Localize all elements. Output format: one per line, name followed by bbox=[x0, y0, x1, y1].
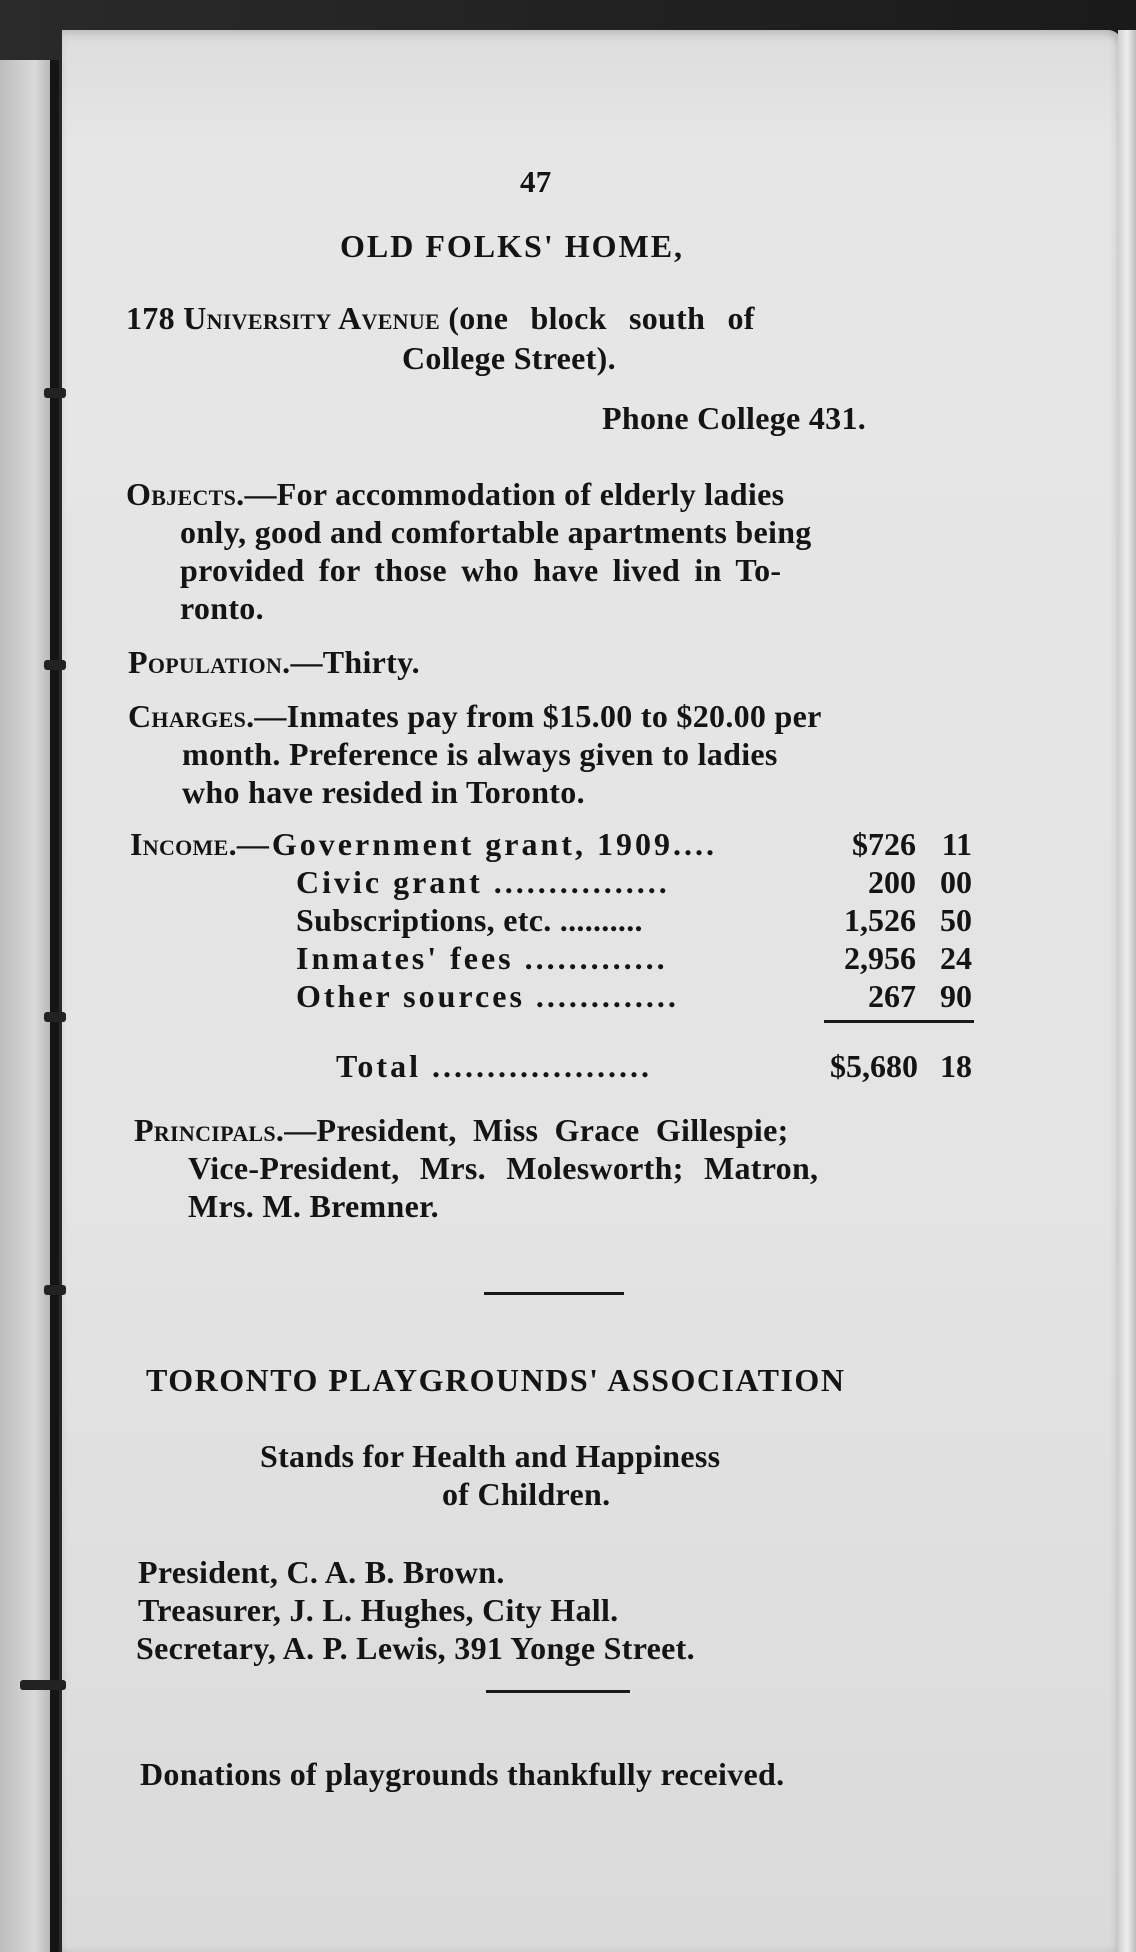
section-title-old-folks-home: OLD FOLKS' HOME, bbox=[340, 228, 685, 264]
address-line bbox=[126, 300, 755, 337]
income-dollars: 2,956 bbox=[844, 940, 916, 976]
charges-label: Charges. bbox=[128, 698, 255, 734]
income-dollars: 200 bbox=[868, 864, 916, 900]
income-cents: 50 bbox=[940, 902, 972, 938]
binding-stitch bbox=[44, 388, 66, 398]
income-cents: 11 bbox=[941, 826, 972, 862]
income-row: Other sources ............. bbox=[296, 978, 679, 1014]
section-divider bbox=[484, 1292, 624, 1295]
objects-line-3: provided for those who have lived in To- bbox=[180, 552, 782, 588]
donations-note: Donations of playgrounds thankfully received. bbox=[140, 1756, 785, 1792]
objects-line-1: Objects.—For accommodation of elderly ladies bbox=[126, 476, 785, 512]
binding-stitch bbox=[44, 660, 66, 670]
income-row: Income.—Government grant, 1909.... bbox=[130, 826, 717, 862]
phone: Phone College 431. bbox=[602, 400, 867, 436]
officer-secretary: Secretary, A. P. Lewis, 391 Yonge Street. bbox=[136, 1630, 695, 1666]
section-title-playgrounds: TORONTO PLAYGROUNDS' ASSOCIATION bbox=[146, 1362, 846, 1398]
address-line-2: College Street). bbox=[402, 340, 616, 376]
principals-line-2: Vice-President, Mrs. Molesworth; Matron, bbox=[188, 1150, 819, 1186]
income-cents: 24 bbox=[940, 940, 972, 976]
income-row: Civic grant ................ bbox=[296, 864, 670, 900]
total-cents: 18 bbox=[940, 1048, 972, 1084]
playgrounds-subtitle-2: of Children. bbox=[442, 1476, 611, 1512]
population-label: Population. bbox=[128, 644, 291, 680]
population-line: Population.—Thirty. bbox=[128, 644, 420, 680]
total-label: Total .................... bbox=[336, 1048, 652, 1084]
principals-label: Principals. bbox=[134, 1112, 285, 1148]
address-note: (one block south of bbox=[448, 300, 755, 336]
income-cents: 00 bbox=[940, 864, 972, 900]
charges-line-3: who have resided in Toronto. bbox=[182, 774, 585, 810]
income-label: Income. bbox=[130, 826, 237, 862]
binding-stitch bbox=[44, 1285, 66, 1295]
charges-line-1: Charges.—Inmates pay from $15.00 to $20.00 per bbox=[128, 698, 822, 734]
total-rule bbox=[824, 1020, 974, 1023]
page-fore-edge bbox=[1118, 30, 1136, 1952]
objects-line-2: only, good and comfortable apartments being bbox=[180, 514, 812, 550]
playgrounds-subtitle-1: Stands for Health and Happiness bbox=[260, 1438, 721, 1474]
income-cents: 90 bbox=[940, 978, 972, 1014]
objects-line-4: ronto. bbox=[180, 590, 264, 626]
objects-label: Objects. bbox=[126, 476, 245, 512]
principals-line-3: Mrs. M. Bremner. bbox=[188, 1188, 439, 1224]
section-divider bbox=[486, 1690, 630, 1693]
officer-president: President, C. A. B. Brown. bbox=[138, 1554, 505, 1590]
principals-line-1: Principals.—President, Miss Grace Gillespie; bbox=[134, 1112, 789, 1148]
income-dollars: $726 bbox=[852, 826, 916, 862]
total-dollars: $5,680 bbox=[830, 1048, 918, 1084]
page-number: 47 bbox=[520, 164, 552, 199]
book-spine bbox=[50, 60, 59, 1952]
binding-stitch bbox=[44, 1012, 66, 1022]
binding-stitch bbox=[20, 1680, 66, 1690]
income-row: Subscriptions, etc. .......... bbox=[296, 902, 643, 938]
charges-line-2: month. Preference is always given to ladies bbox=[182, 736, 778, 772]
income-row: Inmates' fees ............. bbox=[296, 940, 668, 976]
income-dollars: 1,526 bbox=[844, 902, 916, 938]
income-dollars: 267 bbox=[868, 978, 916, 1014]
officer-treasurer: Treasurer, J. L. Hughes, City Hall. bbox=[138, 1592, 619, 1628]
address-street: 178 University Avenue bbox=[126, 300, 441, 336]
